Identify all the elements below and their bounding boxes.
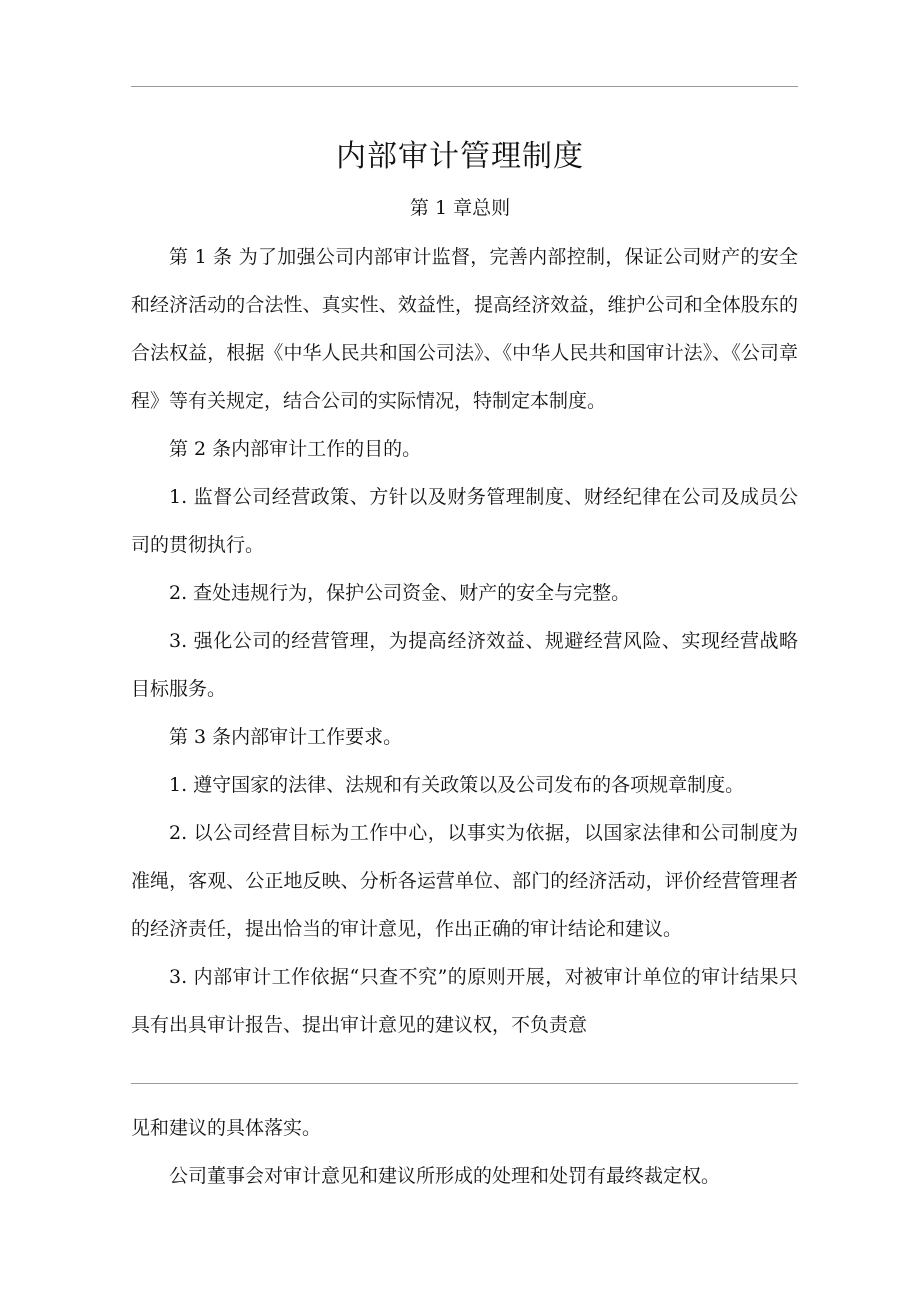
article-2-item-1: 1. 监督公司经营政策、方针以及财务管理制度、财经纪律在公司及成员公司的贯彻执行。 <box>131 486 798 556</box>
board-final-authority-paragraph: 公司董事会对审计意见和建议所形成的处理和处罚有最终裁定权。 <box>169 1165 721 1187</box>
continuation-text: 见和建议的具体落实。 <box>131 1117 322 1139</box>
page-break-divider <box>131 1083 798 1084</box>
article-3-item-3: 3. 内部审计工作依据“只查不究”的原则开展，对被审计单位的审计结果只具有出具审计报告、提出审计意见的建议权，不负责意 <box>131 966 798 1036</box>
page-2-body <box>131 1104 798 1200</box>
page-1-body <box>131 233 798 1049</box>
article-2-item-2: 2. 查处违规行为，保护公司资金、财产的安全与完整。 <box>169 582 631 604</box>
article-3-item-1: 1. 遵守国家的法律、法规和有关政策以及公司发布的各项规章制度。 <box>169 774 745 796</box>
chapter-heading: 第 1 章总则 <box>409 197 511 219</box>
article-2-heading: 第 2 条内部审计工作的目的。 <box>169 438 422 460</box>
document-title: 内部审计管理制度 <box>336 139 584 175</box>
article-3-item-2: 2. 以公司经营目标为工作中心，以事实为依据，以国家法律和公司制度为准绳，客观、公正地反映、分析各运营单位、部门的经济活动，评价经营管理者的经济责任，提出恰当的审计意见，作出正确的审计结论和建议。 <box>131 822 798 940</box>
article-1-paragraph: 第 1 条 为了加强公司内部审计监督，完善内部控制，保证公司财产的安全和经济活动的合法性、真实性、效益性，提高经济效益，维护公司和全体股东的合法权益，根据《中华人民共和国公司法》、《中华人民共和国审计法》、《公司章程》等有关规定，结合公司的实际情况，特制定本制度。 <box>131 246 798 412</box>
article-3-heading: 第 3 条内部审计工作要求。 <box>169 726 403 748</box>
article-2-item-3: 3. 强化公司的经营管理，为提高经济效益、规避经营风险、实现经营战略目标服务。 <box>131 630 798 700</box>
page-top-divider <box>131 86 798 87</box>
